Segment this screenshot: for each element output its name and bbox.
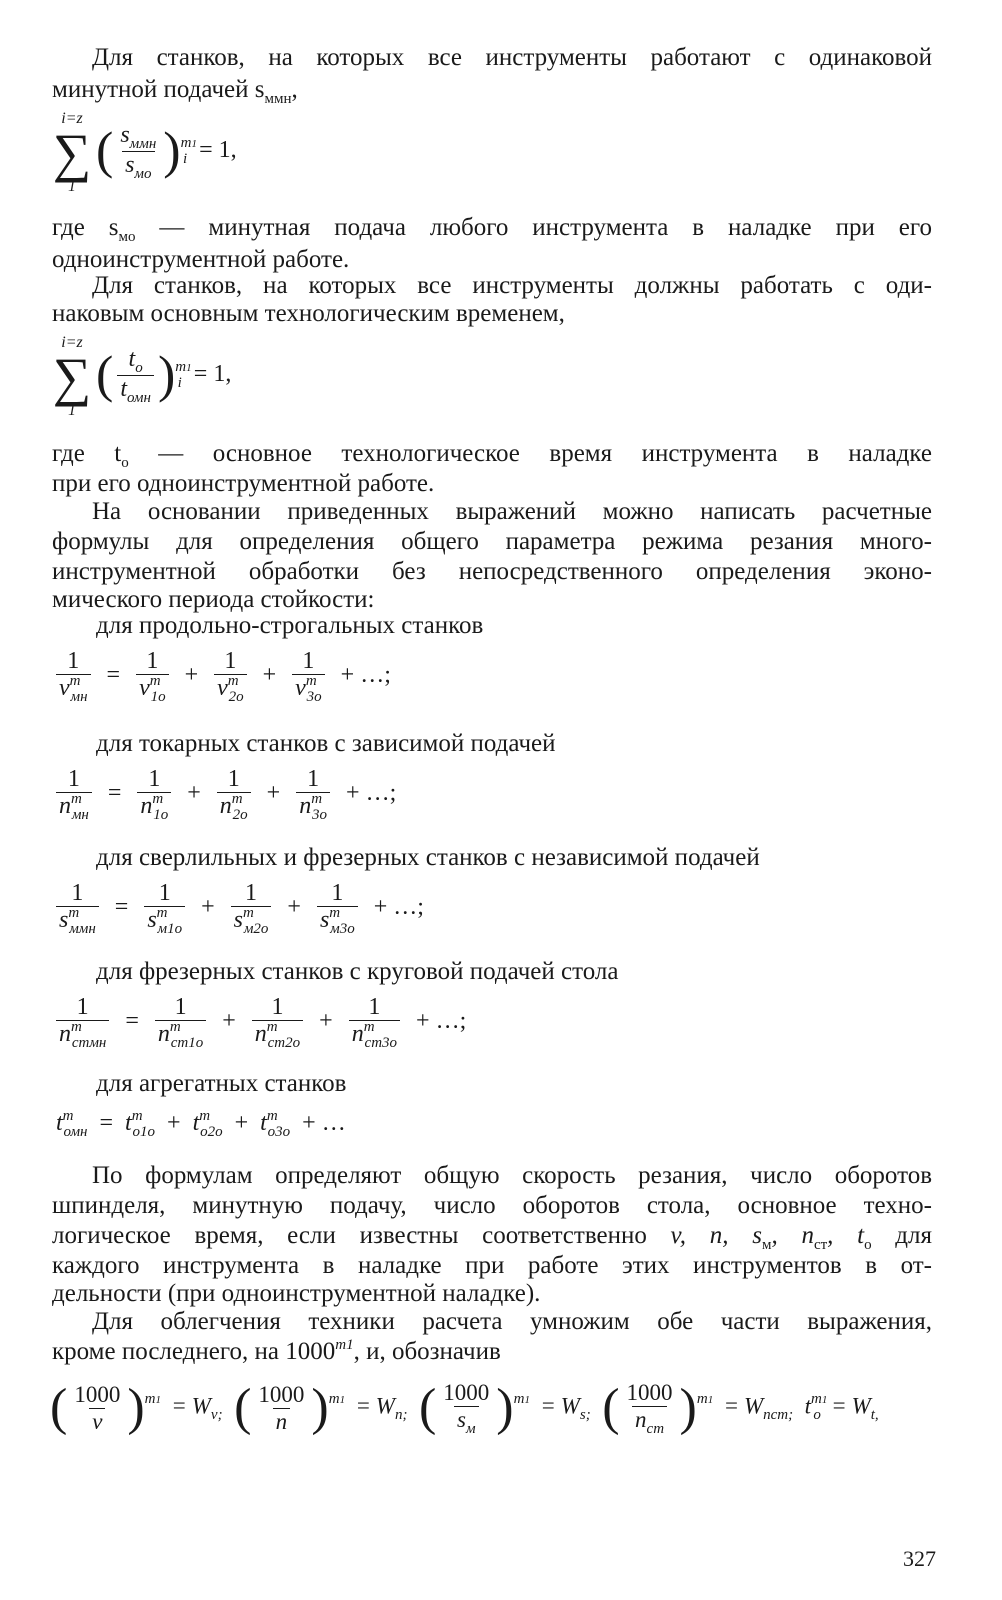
- paragraph-7-line-1: Для облегчения техники расчета умножим обе части выражения,: [92, 1308, 932, 1335]
- paragraph-2-line-2: одноинструментной работе.: [52, 246, 350, 273]
- formula-time: $t^m_{омн} = t^m_{о1о} + t^m_{о2о} + t^m_{о3о}$ + …: [56, 1108, 346, 1140]
- paragraph-4-line-2: при его одноинструментной работе.: [52, 470, 435, 497]
- paragraph-5-line-4: мического периода стойкости:: [52, 586, 375, 613]
- paragraph-5-line-2: формулы для определения общего параметра режима резания много-: [52, 528, 932, 555]
- label-aggregate-machines: для агрегатных станков: [96, 1070, 347, 1097]
- sum-sign-2: i=z ∑ 1: [52, 334, 92, 419]
- paragraph-2-line-1: где $s_{мо}$ — минутная подача любого инструмента в наладке при его: [52, 214, 932, 245]
- sum-sign-1: i=z ∑ 1: [52, 110, 92, 195]
- formula-definitions: ( $\frac{1000}{v}$ )$^{m1} = W_{v;}$ ( $\frac{1000}{n}$ )$^{m1} = W_{n;}$ ( $\frac{1000}{s_м}$ )$^{m1} = W_{s;}$ ( $\frac{1000}{n_{ст}}$ )$^{m1} = W_{nст;}$ $t^{m1}_о = W_{t,}$: [50, 1379, 879, 1437]
- formula-rpm: $\frac{1}{n^m_{мн}}$ = $\frac{1}{n^m_{1о}}$ + $\frac{1}{n^m_{2о}}$ + $\frac{1}{n^m_{3о}}$ + …;: [52, 766, 402, 822]
- page-number: 327: [903, 1546, 936, 1571]
- paragraph-1-line-1: Для станков, на которых все инструменты работают с одинаковой: [92, 44, 932, 71]
- paragraph-3-line-2: наковым основным технологическим временем,: [52, 300, 565, 327]
- paragraph-6-line-1: По формулам определяют общую скорость резания, число оборотов: [92, 1162, 932, 1189]
- paragraph-1-line-2: минутной подачей $s_{ммн}$,: [52, 76, 298, 107]
- paragraph-3-line-1: Для станков, на которых все инструменты должны работать с оди-: [92, 272, 932, 299]
- formula-feed: $\frac{1}{s^m_{ммн}}$ = $\frac{1}{s^m_{м1о}}$ + $\frac{1}{s^m_{м2о}}$ + $\frac{1}{s^m_{м3о}}$ + …;: [52, 880, 430, 936]
- paragraph-6-line-4: каждого инструмента в наладке при работе этих инструментов в от-: [52, 1252, 932, 1279]
- label-planing-machines: для продольно-строгальных станков: [96, 612, 484, 639]
- formula-sum-time: ( $\frac{t_о}{t_{омн}}$ )$^{m1}_i$ = 1,: [96, 346, 232, 406]
- paragraph-4-line-1: где $t_о$ — основное технологическое время инструмента в наладке: [52, 440, 933, 471]
- label-lathes: для токарных станков с зависимой подачей: [96, 730, 556, 757]
- paragraph-6-line-5: дельности (при одноинструментной наладке).: [52, 1280, 541, 1307]
- paragraph-7-line-2: кроме последнего, на $1000^{m1}$, и, обозначив: [52, 1337, 501, 1365]
- paragraph-5-line-1: На основании приведенных выражений можно написать расчетные: [92, 498, 932, 525]
- formula-table-rpm: $\frac{1}{n^m_{стмн}}$ = $\frac{1}{n^m_{ст1о}}$ + $\frac{1}{n^m_{ст2о}}$ + $\frac{1}{n^m_{ст3о}}$ + …;: [52, 994, 472, 1050]
- paragraph-6-line-2: шпинделя, минутную подачу, число оборотов стола, основное техно-: [52, 1192, 932, 1219]
- paragraph-6-line-3: логическое время, если известны соответственно v, n, $s_м$, $n_{ст}$, $t_о$ для: [52, 1222, 932, 1253]
- formula-sum-feed: ( $\frac{s_{ммн}}{s_{мо}}$ )$^{m1}_i$ = 1,: [96, 122, 237, 182]
- formula-speed: $\frac{1}{v^m_{мн}}$ = $\frac{1}{v^m_{1о}}$ + $\frac{1}{v^m_{2о}}$ + $\frac{1}{v^m_{3о}}$ + …;: [52, 648, 397, 704]
- paragraph-5-line-3: инструментной обработки без непосредственного определения эконо-: [52, 558, 932, 585]
- label-rotary-table: для фрезерных станков с круговой подачей стола: [96, 958, 619, 985]
- label-drilling-milling: для сверлильных и фрезерных станков с независимой подачей: [96, 844, 760, 871]
